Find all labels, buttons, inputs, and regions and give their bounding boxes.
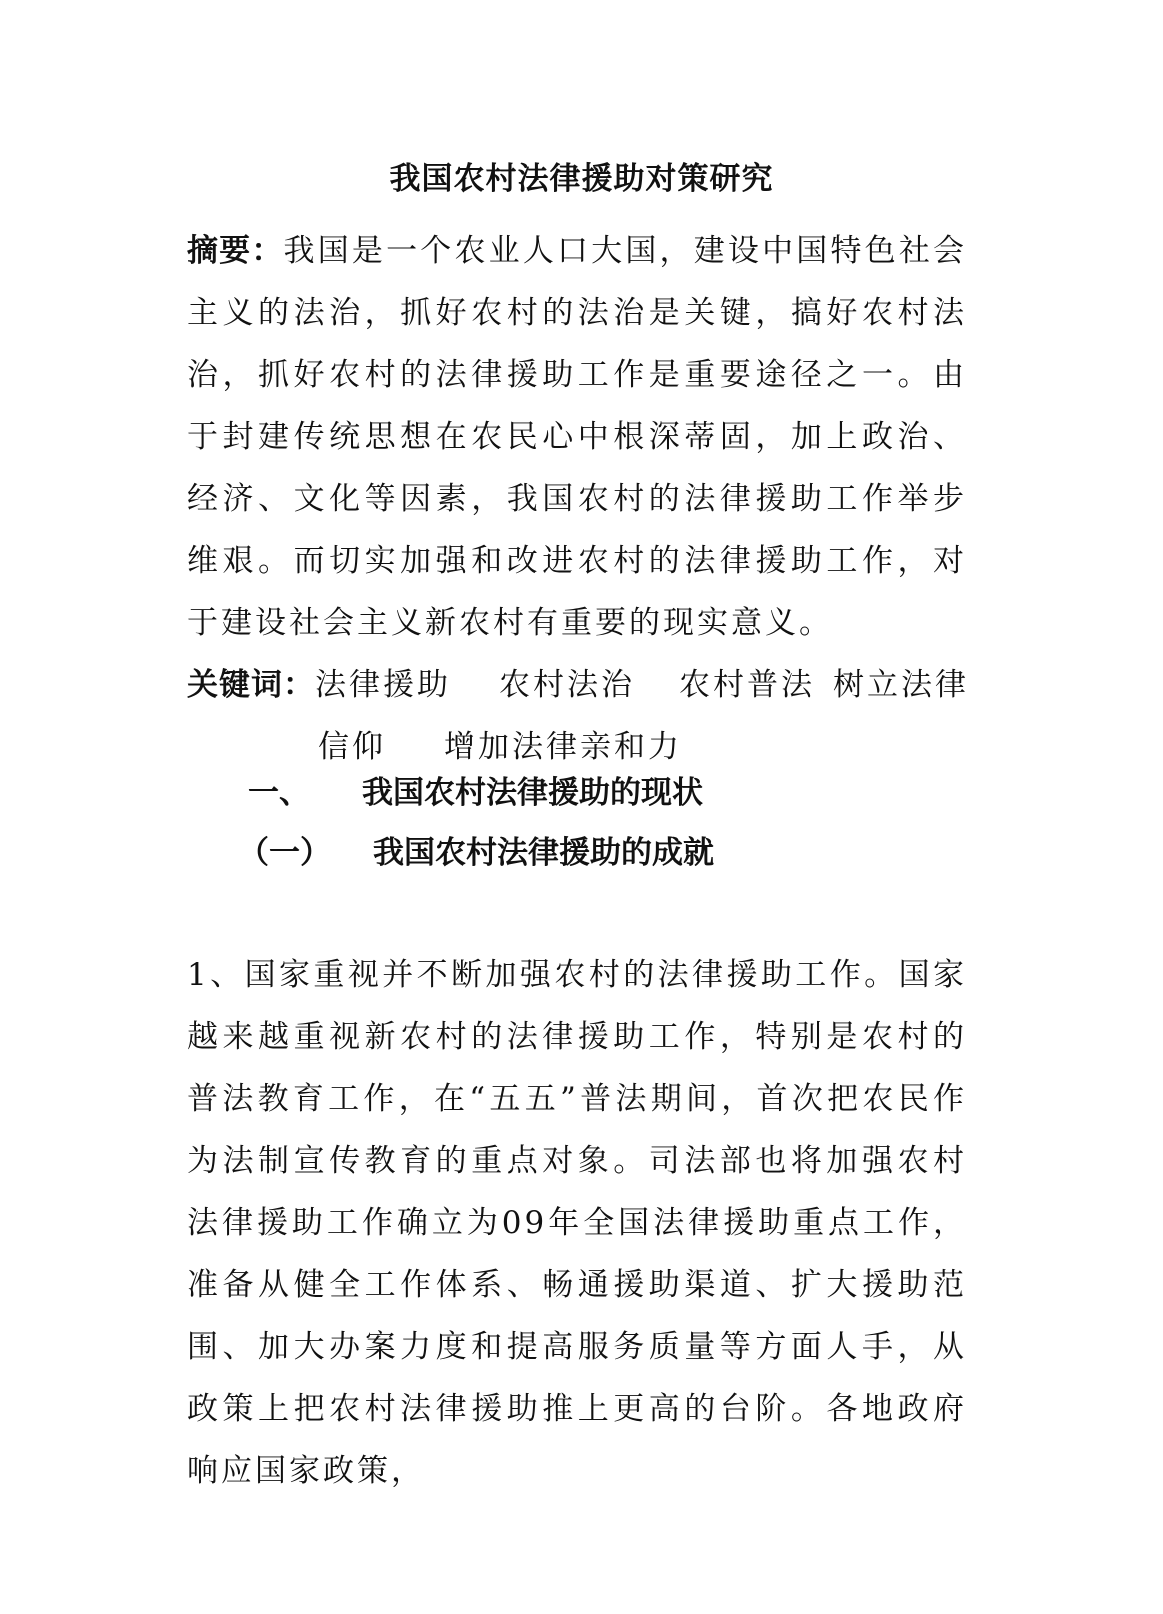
keyword-item: 增加法律亲和力 [444,729,682,765]
keywords-label: 关键词： [187,667,315,703]
document-title: 我国农村法律援助对策研究 [389,161,774,197]
section-number: 一、 [248,775,310,811]
keywords-row-2 [187,716,987,778]
subsection-title: 我国农村法律援助的成就 [373,835,714,871]
body-paragraph: 1、国家重视并不断加强农村的法律援助工作。国家越来越重视新农村的法律援助工作，特别是农村的普法教育工作，在“五五”普法期间，首次把农民作为法制宣传教育的重点对象。司法部也将加强农村法律援助工作确立为09年全国法律援助重点工作，准备从健全工作体系、畅通援助渠道、扩大援助范围、加大办案力度和提高服务质量等方面人手，从政策上把农村法律援助推上更高的台阶。各地政府响应国家政策， [187,957,967,1489]
keywords-section [187,654,987,778]
abstract-paragraph [187,220,967,654]
keywords-row-1 [187,654,987,716]
abstract-label: 摘要： [187,233,284,269]
keyword-item-part: 信仰 [318,729,386,765]
keyword-item-part: 树立法律 [833,667,969,703]
abstract-text: 我国是一个农业人口大国，建设中国特色社会主义的法治，抓好农村的法治是关键，搞好农村法治，抓好农村的法律援助工作是重要途径之一。由于封建传统思想在农民心中根深蒂固，加上政治、经济、文化等因素，我国农村的法律援助工作举步维艰。而切实加强和改进农村的法律援助工作，对于建设社会主义新农村有重要的现实意义。 [187,233,967,641]
keyword-item: 农村法治 [499,667,635,703]
subsection-heading [238,832,714,874]
keyword-item: 农村普法 [679,667,815,703]
subsection-number: （一） [238,835,331,871]
keyword-item: 法律援助 [315,667,451,703]
section-title: 我国农村法律援助的现状 [362,775,703,811]
section-heading [248,772,703,814]
